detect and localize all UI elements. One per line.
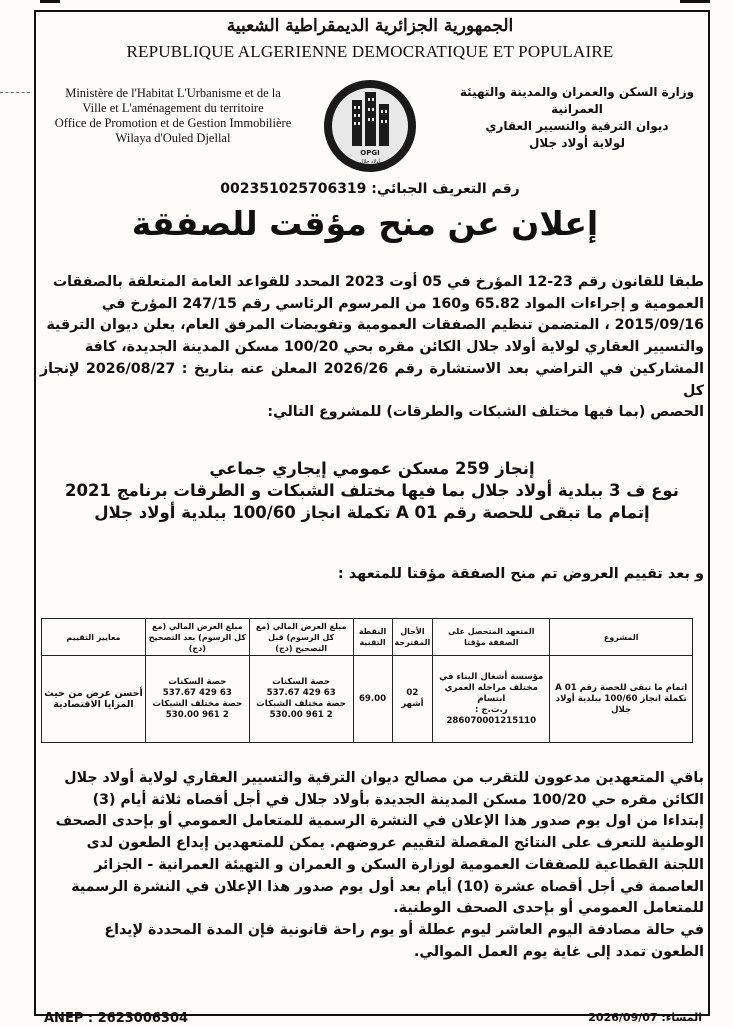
closing-line: الكائن مقره حي 100/20 مسكن المدينة الجديدة بأولاد جلال في أجل أقصاه ثلاثة أيام (3) [92,791,704,808]
intro-paragraph [40,272,704,424]
project-line: إتمام ما تبقى للحصة رقم A 01 تكملة انجاز 100/60 ببلدية أولاد جلال [94,503,650,522]
footer [36,1010,708,1027]
ministry-fr-line: Office de Promotion et de Gestion Immobilière [54,116,292,130]
ministry-ar-line: وزارة السكن والعمران والمدينة والتهيئة [459,85,695,99]
closing-line: الطعون تمدد إلى غاية يوم العمل الموالي. [414,943,704,960]
intro-line: العمومية و إجراءات المواد 65.82 و160 من المرسوم الرئاسي رقم 247/15 المؤرخ في [101,295,704,312]
amount-value: 2 961 530.00 [165,710,229,720]
project-line: إنجاز 259 مسكن عمومي إيجاري جماعي [209,459,535,478]
table-header: المتعهد المتحصل على الصفقة مؤقتا [433,619,550,656]
amount-label: حصة السكنات [272,677,331,687]
table-header: النقطة التقنية [353,619,392,656]
cell-contractor [433,656,550,743]
intro-line: طبقا للقانون رقم 23-12 المؤرخ في 05 أوت 2023 المحدد للقواعد العامة المتعلقة بالصفقات [52,274,704,290]
intro-line: المشاركين في التراضي بعد الاستشارة رقم 2026/26 المعلن عنه بتاريخ : 2026/08/27 لإنجاز كل [40,360,704,399]
evaluation-text: و بعد تقييم العروض تم منح الصفقة مؤقتا للمتعهد : [337,566,704,582]
announcement-title: إعلان عن منح مؤقت للصفقة [131,204,599,243]
contractor-id: 286070001215110 [446,715,537,726]
closing-line: باقي المتعهدين مدعوون للتقرب من مصالح ديوان الترقية والتسيير العقاري لولاية أولاد جلال [64,770,704,786]
ministry-ar-line: العمرانية [551,102,603,116]
amount-value: 63 429 537.67 [266,688,336,698]
ministry-fr-line: Wilaya d'Ouled Djellal [115,131,231,145]
table-row [42,656,693,743]
ministry-fr-line: Ville et L'aménagement du territoire [82,101,264,115]
amount-label: حصة مختلف الشبكات [152,699,243,709]
contractor-name: مؤسسة أشغال البناء في مختلف مراحله العمري ابتسام [439,671,544,704]
cell-delay: 02 أشهر [392,656,433,743]
project-line: نوع ف 3 ببلدية أولاد جلال بما فيها مختلف الشبكات و الطرقات برنامج 2021 [65,481,679,500]
closing-line: للمتعامل العمومي أو بإحدى الصحف الوطنية. [393,900,704,917]
table-header-row [42,619,693,656]
republic-title-fr: REPUBLIQUE ALGERIENNE DEMOCRATIQUE ET POPULAIRE [126,42,614,61]
opgi-logo [322,78,418,174]
scan-edge-mark [0,92,30,94]
closing-paragraph [40,768,704,963]
ministry-block-fr [38,86,308,146]
closing-line: في حالة مصادفة اليوم العاشر ليوم عطلة أو يوم راحة قانونية فإن المدة المحددة لإيداع [104,921,704,938]
ministry-ar-line: لولاية أولاد جلال [529,136,625,150]
intro-line: الحصص (بما فيها مختلف الشبكات والطرقات) للمشروع التالي: [267,404,704,421]
cell-amount-after [145,656,249,743]
logo-text: OPGI [360,149,380,157]
logo-subtext: أولاد جلال [359,159,381,165]
table-header: الأجال المقترحة [392,619,433,656]
award-table [41,618,693,743]
intro-line: 2015/09/16 ، المتضمن تنظيم الصفقات العمومية وتفويضات المرفق العام، يعلن ديوان الترقية [46,317,704,334]
intro-line: والتسيير العقاري لولاية أولاد جلال الكائن مقره بحي 100/20 مسكن المدينة الجديدة، كافة [84,339,704,356]
closing-line: اللجنة القطاعية للصفقات العمومية لوزارة السكن و العمران و التهيئة العمرانية - الجزائر [94,856,704,873]
table-header: مبلغ العرض المالي (مع كل الرسوم) بعد التصحيح (دج) [145,619,249,656]
amount-label: حصة السكنات [168,677,227,687]
amount-value: 2 961 530.00 [269,710,333,720]
ministry-block-ar [452,84,702,152]
cell-amount-before [249,656,353,743]
cell-criteria: أحسن عرض من حيث المزايا الاقتصادية [42,656,146,743]
table-header: المشروع [550,619,693,656]
table-header: مبلغ العرض المالي (مع كل الرسوم) قبل التصحيح (دج) [249,619,353,656]
ministry-ar-line: ديوان الترقية والتسيير العقاري [485,119,669,133]
closing-line: العاصمة في أجل أقصاه عشرة (10) أيام بعد أول يوم صدور هذا الإعلان في النشرة الرسمية [71,878,704,895]
ministry-fr-line: Ministère de l'Habitat L'Urbanisme et de la [65,86,281,100]
anep-number: ANEP : 2623006304 [44,1011,189,1026]
closing-line: الوطنية للتعرف على النتائج المفصلة لتقييم عروضهم. يمكن للمتعهدين إيداع الطعون لدى [86,835,704,852]
cell-project: اتمام ما تبقى للحصة رقم A 01 تكملة انجاز 100/60 ببلدية أولاد جلال [550,656,693,743]
table-header: معايير التقييم [42,619,146,656]
publication-date: المساء: 2026/09/07 [588,1011,702,1024]
closing-line: إبتداءا من اول يوم صدور هذا الإعلان في النشرة الرسمية للمتعامل العمومي أو بإحدى الصحف [55,813,704,830]
project-title [40,458,704,524]
cell-tech-score: 69.00 [353,656,392,743]
republic-title-ar: الجمهورية الجزائرية الديمقراطية الشعبية [226,16,514,36]
tax-id: رقم التعريف الجبائي: 002351025706319 [220,181,520,197]
amount-value: 63 429 537.67 [162,688,232,698]
amount-label: حصة مختلف الشبكات [256,699,347,709]
contractor-rc: ر.ت.ج : [474,704,508,715]
top-rule [0,0,733,4]
